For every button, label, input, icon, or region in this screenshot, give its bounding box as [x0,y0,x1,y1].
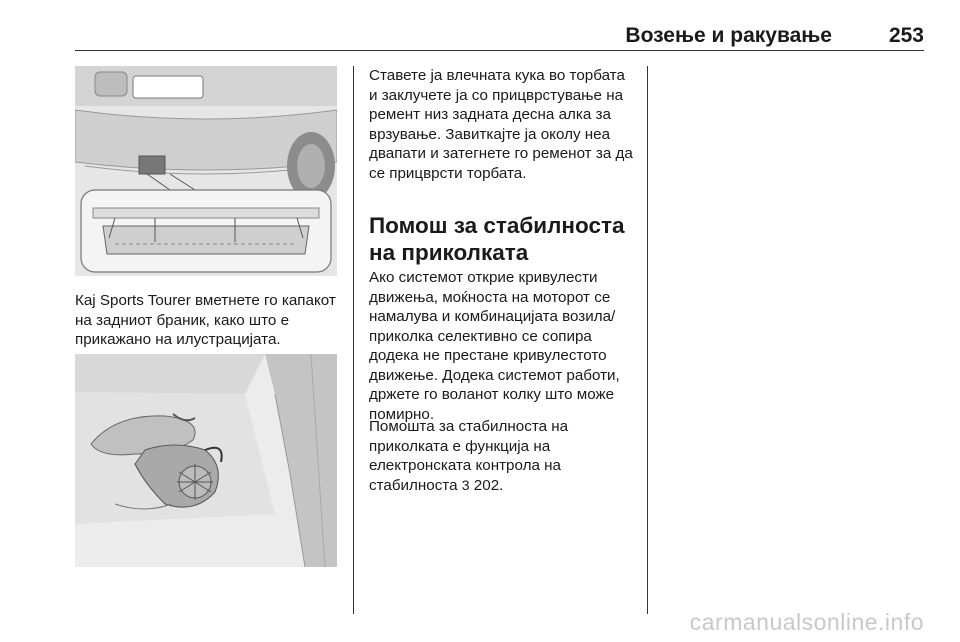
illustration-towbar-bag [75,354,337,567]
page-number: 253 [888,24,924,47]
rear-bumper-drawing [75,66,337,276]
illustration-rear-bumper [75,66,337,276]
cross-reference-icon: 3 [461,476,470,493]
right-paragraph-3-text: Помошта за стабилноста на приколката е функција на електронската контрола на стабилноста [369,418,569,494]
header-title: Возење и ракување [625,24,832,47]
right-paragraph-1: Ставете ја влечната кука во торбата и заклучете ја со прицврстување на ремент низ задната десна алка за врзување. Завиткајте ја околу неа двапати и затегнете го ременот за да се прицврсти торбата. [369,67,633,182]
column-divider-right [647,66,648,614]
towbar-bag-drawing [75,354,337,567]
header-rule [75,50,924,51]
section-heading: Помош за стабилноста на приколката [369,213,625,265]
right-paragraph-3 [369,417,637,495]
watermark: carmanualsonline.info [689,609,924,635]
right-paragraph-2: Ако системот открие кривулести движења, моќноста на моторот се намалува и комбинацијата возила/приколка селективно се сопира додека не престане кривулестото движење. Додека системот работи, држете го воланот колку што може помирно. [369,269,620,423]
cross-reference-page[interactable]: 202. [473,476,504,494]
column-divider-left [353,66,354,614]
left-paragraph: Кај Sports Tourer вметнете го капакот на задниот браник, како што е прикажано на илустрацијата. [75,292,336,348]
